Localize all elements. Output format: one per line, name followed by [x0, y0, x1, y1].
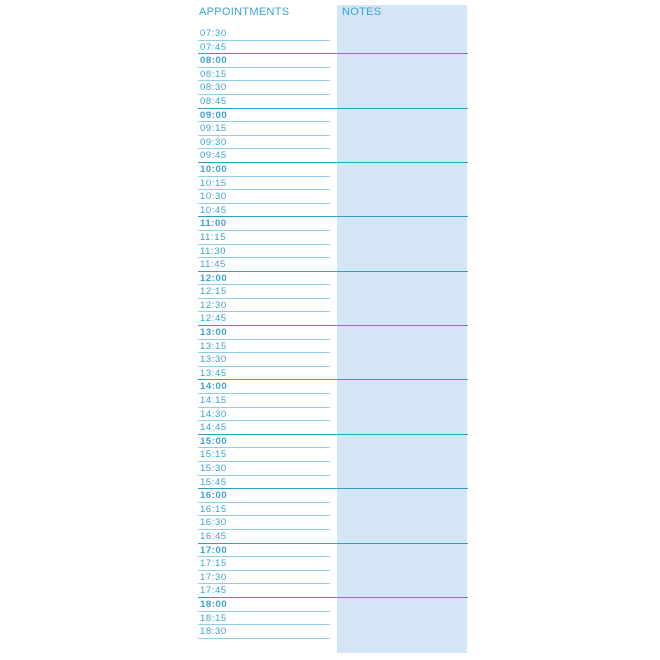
- time-slot[interactable]: [198, 245, 468, 259]
- time-slot[interactable]: [198, 516, 468, 530]
- time-label: 07:45: [200, 41, 227, 53]
- time-slot[interactable]: [198, 571, 468, 585]
- time-label: 10:15: [200, 177, 227, 189]
- time-label: 12:00: [200, 272, 228, 284]
- time-label: 11:30: [200, 245, 227, 257]
- time-slot[interactable]: [198, 81, 468, 95]
- notes-header: NOTES: [342, 6, 382, 18]
- time-slot[interactable]: [198, 272, 468, 286]
- time-label: 13:00: [200, 327, 228, 339]
- time-slot[interactable]: [198, 204, 468, 218]
- time-slot[interactable]: [198, 394, 468, 408]
- time-label: 08:45: [200, 95, 227, 107]
- time-label: 13:15: [200, 340, 227, 352]
- time-label: 14:45: [200, 422, 227, 434]
- time-slot[interactable]: [198, 557, 468, 571]
- time-slot-list: [198, 27, 468, 639]
- time-label: 09:00: [200, 109, 228, 121]
- time-slot[interactable]: [198, 489, 468, 503]
- time-slot[interactable]: [198, 625, 468, 639]
- time-label: 15:45: [200, 476, 227, 488]
- time-slot[interactable]: [198, 530, 468, 544]
- time-slot[interactable]: [198, 367, 468, 381]
- time-label: 12:15: [200, 286, 227, 298]
- time-label: 13:30: [200, 354, 227, 366]
- time-label: 10:30: [200, 191, 227, 203]
- time-slot[interactable]: [198, 612, 468, 626]
- time-slot[interactable]: [198, 435, 468, 449]
- time-label: 18:15: [200, 612, 227, 624]
- time-slot[interactable]: [198, 258, 468, 272]
- time-slot[interactable]: [198, 163, 468, 177]
- time-slot[interactable]: [198, 136, 468, 150]
- time-label: 10:45: [200, 204, 227, 216]
- time-label: 07:30: [200, 28, 227, 39]
- time-label: 11:45: [200, 259, 227, 271]
- time-slot[interactable]: [198, 217, 468, 231]
- time-label: 09:30: [200, 136, 227, 148]
- appointments-header: APPOINTMENTS: [199, 6, 290, 18]
- time-label: 14:15: [200, 395, 227, 407]
- time-slot[interactable]: [198, 584, 468, 598]
- time-slot[interactable]: [198, 149, 468, 163]
- time-slot[interactable]: [198, 476, 468, 490]
- time-slot[interactable]: [198, 285, 468, 299]
- time-label: 16:30: [200, 517, 227, 529]
- time-slot[interactable]: [198, 462, 468, 476]
- time-label: 16:45: [200, 530, 227, 542]
- time-label: 18:30: [200, 626, 227, 638]
- time-label: 14:30: [200, 408, 227, 420]
- time-slot[interactable]: [198, 54, 468, 68]
- time-label: 15:30: [200, 463, 227, 474]
- time-slot[interactable]: [198, 231, 468, 245]
- time-label: 10:00: [200, 163, 228, 175]
- time-slot[interactable]: [198, 448, 468, 462]
- time-slot[interactable]: [198, 380, 468, 394]
- time-slot[interactable]: [198, 299, 468, 313]
- time-label: 12:45: [200, 313, 227, 325]
- time-label: 15:15: [200, 449, 227, 461]
- time-slot[interactable]: [198, 544, 468, 558]
- time-slot[interactable]: [198, 326, 468, 340]
- time-slot[interactable]: [198, 177, 468, 191]
- time-slot[interactable]: [198, 27, 468, 41]
- time-label: 09:15: [200, 123, 227, 135]
- time-label: 17:15: [200, 558, 227, 570]
- time-slot[interactable]: [198, 503, 468, 517]
- time-slot[interactable]: [198, 340, 468, 354]
- time-label: 09:45: [200, 150, 227, 162]
- time-slot[interactable]: [198, 41, 468, 55]
- time-label: 11:15: [200, 231, 227, 243]
- time-slot[interactable]: [198, 408, 468, 422]
- time-slot[interactable]: [198, 190, 468, 204]
- time-slot[interactable]: [198, 421, 468, 435]
- slot-rule: [198, 638, 330, 639]
- time-label: 11:00: [200, 218, 227, 230]
- time-label: 16:15: [200, 503, 227, 515]
- time-label: 08:00: [200, 55, 228, 67]
- time-label: 08:30: [200, 82, 227, 94]
- time-label: 17:30: [200, 571, 227, 583]
- time-label: 12:30: [200, 299, 227, 311]
- time-slot[interactable]: [198, 122, 468, 136]
- time-label: 15:00: [200, 435, 228, 447]
- time-label: 14:00: [200, 381, 228, 393]
- time-slot[interactable]: [198, 109, 468, 123]
- time-label: 08:15: [200, 68, 227, 80]
- time-label: 16:00: [200, 490, 228, 502]
- time-label: 18:00: [200, 598, 228, 610]
- time-label: 17:00: [200, 544, 228, 556]
- time-slot[interactable]: [198, 312, 468, 326]
- time-label: 13:45: [200, 367, 227, 379]
- time-slot[interactable]: [198, 598, 468, 612]
- time-slot[interactable]: [198, 95, 468, 109]
- time-slot[interactable]: [198, 68, 468, 82]
- time-slot[interactable]: [198, 353, 468, 367]
- time-label: 17:45: [200, 585, 227, 597]
